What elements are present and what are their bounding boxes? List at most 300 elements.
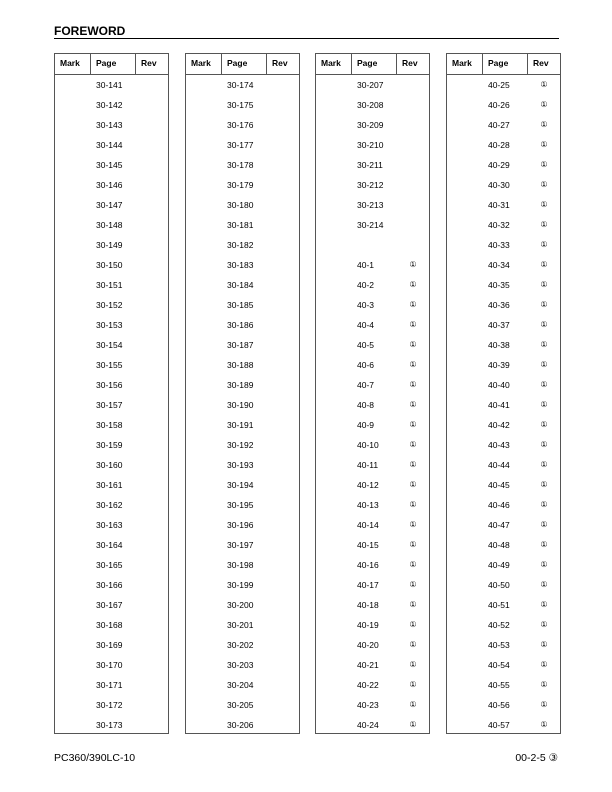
table-row xyxy=(447,195,560,215)
page-cell: 30-160 xyxy=(96,460,123,470)
table-row xyxy=(55,255,168,275)
page-cell: 40-55 xyxy=(488,680,510,690)
table-row xyxy=(186,535,299,555)
table-body xyxy=(316,75,429,735)
rev-cell xyxy=(267,155,299,175)
rev-cell xyxy=(397,75,429,95)
revision-table-4 xyxy=(446,53,561,734)
page-cell: 30-210 xyxy=(357,140,384,150)
page-cell: 40-20 xyxy=(357,640,379,650)
page-cell: 40-10 xyxy=(357,440,379,450)
table-row xyxy=(447,95,560,115)
rev-cell xyxy=(267,515,299,535)
mark-cell xyxy=(447,375,483,395)
rev-cell xyxy=(267,435,299,455)
mark-column-header: Mark xyxy=(316,54,352,74)
page-cell: 40-13 xyxy=(357,500,379,510)
mark-cell xyxy=(55,255,91,275)
mark-cell xyxy=(447,535,483,555)
rev-cell: ① xyxy=(540,340,548,349)
mark-cell xyxy=(186,235,222,255)
table-row xyxy=(316,215,429,235)
table-row xyxy=(447,315,560,335)
rev-cell: ① xyxy=(409,680,417,689)
page-cell: 40-26 xyxy=(488,100,510,110)
rev-cell: ① xyxy=(409,500,417,509)
mark-cell xyxy=(55,575,91,595)
rev-cell xyxy=(136,495,168,515)
rev-cell xyxy=(136,515,168,535)
rev-cell: ① xyxy=(409,460,417,469)
mark-cell xyxy=(447,315,483,335)
rev-cell xyxy=(136,75,168,95)
page-cell: 30-184 xyxy=(227,280,254,290)
mark-column-header: Mark xyxy=(186,54,222,74)
rev-cell: ① xyxy=(409,620,417,629)
mark-cell xyxy=(55,215,91,235)
mark-cell xyxy=(447,295,483,315)
mark-cell xyxy=(186,515,222,535)
rev-cell xyxy=(136,535,168,555)
table-row xyxy=(316,375,429,395)
table-row xyxy=(316,635,429,655)
rev-cell xyxy=(136,455,168,475)
page-cell xyxy=(352,235,397,255)
page-cell: 30-192 xyxy=(227,440,254,450)
mark-cell xyxy=(316,535,352,555)
mark-cell xyxy=(186,535,222,555)
rev-cell: ① xyxy=(540,380,548,389)
table-row xyxy=(447,395,560,415)
rev-cell: ① xyxy=(409,420,417,429)
rev-cell: ① xyxy=(409,720,417,729)
mark-cell xyxy=(55,395,91,415)
page-cell: 30-201 xyxy=(227,620,254,630)
mark-cell xyxy=(447,175,483,195)
mark-cell xyxy=(55,195,91,215)
page-cell: 40-46 xyxy=(488,500,510,510)
table-row xyxy=(316,175,429,195)
page-cell: 30-159 xyxy=(96,440,123,450)
rev-cell xyxy=(136,655,168,675)
mark-cell xyxy=(316,275,352,295)
page-cell: 40-4 xyxy=(357,320,375,330)
rev-cell: ① xyxy=(540,400,548,409)
rev-cell xyxy=(136,695,168,715)
mark-cell xyxy=(316,515,352,535)
table-row xyxy=(316,555,429,575)
page-cell: 30-188 xyxy=(227,360,254,370)
rev-cell xyxy=(136,315,168,335)
mark-cell xyxy=(186,135,222,155)
page-cell: 40-27 xyxy=(488,120,510,130)
mark-cell xyxy=(447,675,483,695)
page-cell: 30-167 xyxy=(96,600,123,610)
page-cell: 40-42 xyxy=(488,420,510,430)
page-cell: 30-202 xyxy=(227,640,254,650)
mark-cell xyxy=(186,315,222,335)
rev-cell: ① xyxy=(540,220,548,229)
rev-cell xyxy=(397,155,429,175)
page-cell: 40-47 xyxy=(488,520,510,530)
rev-cell xyxy=(136,215,168,235)
table-row xyxy=(316,255,429,275)
table-row xyxy=(55,335,168,355)
rev-cell xyxy=(397,115,429,135)
mark-cell xyxy=(447,275,483,295)
rev-cell xyxy=(136,395,168,415)
mark-cell xyxy=(55,515,91,535)
mark-cell xyxy=(447,555,483,575)
page-cell: 30-200 xyxy=(227,600,254,610)
mark-cell xyxy=(55,655,91,675)
table-row xyxy=(186,595,299,615)
mark-cell xyxy=(186,155,222,175)
table-row xyxy=(447,455,560,475)
page-cell: 40-35 xyxy=(488,280,510,290)
table-row xyxy=(186,315,299,335)
mark-column-header: Mark xyxy=(447,54,483,74)
mark-cell xyxy=(316,175,352,195)
mark-cell xyxy=(186,615,222,635)
mark-cell xyxy=(186,275,222,295)
page-cell: 40-48 xyxy=(488,540,510,550)
mark-cell xyxy=(55,115,91,135)
mark-cell xyxy=(447,215,483,235)
page-cell: 30-168 xyxy=(96,620,123,630)
table-row xyxy=(55,275,168,295)
page-cell: 30-213 xyxy=(357,200,384,210)
mark-cell xyxy=(186,115,222,135)
page-cell: 40-33 xyxy=(488,240,510,250)
mark-cell xyxy=(447,115,483,135)
table-row xyxy=(186,115,299,135)
rev-cell: ① xyxy=(409,340,417,349)
mark-cell xyxy=(447,475,483,495)
rev-cell xyxy=(136,235,168,255)
table-row xyxy=(447,155,560,175)
mark-cell xyxy=(55,135,91,155)
table-row xyxy=(316,195,429,215)
page-cell: 40-21 xyxy=(357,660,379,670)
table-row xyxy=(55,655,168,675)
page-title: FOREWORD xyxy=(54,24,126,38)
table-row xyxy=(55,175,168,195)
rev-cell: ① xyxy=(540,260,548,269)
rev-cell: ① xyxy=(540,320,548,329)
rev-cell: ① xyxy=(540,300,548,309)
page-column-header: Page xyxy=(91,54,136,74)
rev-cell xyxy=(136,135,168,155)
mark-cell xyxy=(186,195,222,215)
table-row xyxy=(186,495,299,515)
mark-cell xyxy=(316,335,352,355)
rev-cell xyxy=(136,595,168,615)
table-row xyxy=(316,595,429,615)
mark-cell xyxy=(447,455,483,475)
rev-cell xyxy=(267,375,299,395)
page-cell: 30-214 xyxy=(357,220,384,230)
page-cell: 40-38 xyxy=(488,340,510,350)
mark-cell xyxy=(55,375,91,395)
page-cell: 30-162 xyxy=(96,500,123,510)
table-row xyxy=(186,295,299,315)
mark-cell xyxy=(316,215,352,235)
page-cell: 30-146 xyxy=(96,180,123,190)
table-row xyxy=(447,175,560,195)
mark-cell xyxy=(55,155,91,175)
table-row xyxy=(447,555,560,575)
table-row xyxy=(447,475,560,495)
page-cell: 30-152 xyxy=(96,300,123,310)
page-cell: 30-190 xyxy=(227,400,254,410)
table-row xyxy=(447,295,560,315)
table-row xyxy=(316,315,429,335)
rev-cell: ① xyxy=(409,560,417,569)
mark-cell xyxy=(55,175,91,195)
rev-cell xyxy=(267,415,299,435)
table-row xyxy=(186,695,299,715)
page-cell: 30-205 xyxy=(227,700,254,710)
page-cell: 30-164 xyxy=(96,540,123,550)
rev-cell xyxy=(267,195,299,215)
rev-cell: ① xyxy=(409,660,417,669)
table-row xyxy=(447,715,560,735)
table-row xyxy=(316,715,429,735)
table-row xyxy=(316,435,429,455)
mark-cell xyxy=(316,235,352,255)
mark-cell xyxy=(316,195,352,215)
page-cell: 30-211 xyxy=(357,160,383,170)
rev-cell: ① xyxy=(409,640,417,649)
rev-cell: ① xyxy=(540,280,548,289)
mark-cell xyxy=(186,215,222,235)
table-header xyxy=(186,54,299,75)
rev-cell: ① xyxy=(540,720,548,729)
mark-cell xyxy=(55,275,91,295)
page-cell: 40-1 xyxy=(357,260,375,270)
rev-cell xyxy=(267,695,299,715)
table-row xyxy=(316,235,429,255)
mark-cell xyxy=(316,435,352,455)
page-cell: 40-45 xyxy=(488,480,510,490)
rev-cell xyxy=(136,115,168,135)
rev-cell: ① xyxy=(540,160,548,169)
rev-cell: ① xyxy=(409,440,417,449)
rev-cell xyxy=(267,475,299,495)
rev-cell: ① xyxy=(540,180,548,189)
mark-cell xyxy=(55,235,91,255)
table-row xyxy=(316,495,429,515)
rev-cell xyxy=(397,175,429,195)
page-cell: 40-57 xyxy=(488,720,510,730)
mark-cell xyxy=(447,495,483,515)
rev-cell: ① xyxy=(540,560,548,569)
page-cell: 40-18 xyxy=(357,600,379,610)
rev-cell xyxy=(267,655,299,675)
page-cell: 30-199 xyxy=(227,580,254,590)
mark-cell xyxy=(186,455,222,475)
table-row xyxy=(447,615,560,635)
rev-cell: ① xyxy=(409,600,417,609)
page-cell: 30-179 xyxy=(227,180,254,190)
table-row xyxy=(316,575,429,595)
rev-cell xyxy=(397,135,429,155)
table-row xyxy=(186,375,299,395)
mark-cell xyxy=(55,315,91,335)
rev-cell xyxy=(267,95,299,115)
mark-cell xyxy=(316,455,352,475)
rev-column-header: Rev xyxy=(533,58,549,68)
mark-cell xyxy=(447,655,483,675)
mark-cell xyxy=(316,315,352,335)
table-row xyxy=(316,675,429,695)
page-cell: 30-153 xyxy=(96,320,123,330)
page-cell: 40-28 xyxy=(488,140,510,150)
mark-cell xyxy=(186,375,222,395)
mark-cell xyxy=(447,615,483,635)
rev-cell xyxy=(136,95,168,115)
footer-model: PC360/390LC-10 xyxy=(54,752,136,764)
rev-cell: ① xyxy=(540,420,548,429)
rev-cell xyxy=(136,715,168,735)
page-cell: 40-3 xyxy=(357,300,375,310)
rev-cell xyxy=(136,435,168,455)
table-row xyxy=(316,115,429,135)
mark-cell xyxy=(316,135,352,155)
mark-cell xyxy=(55,455,91,475)
table-row xyxy=(55,235,168,255)
rev-cell: ① xyxy=(409,520,417,529)
mark-cell xyxy=(447,715,483,735)
table-row xyxy=(186,515,299,535)
rev-cell: ① xyxy=(540,100,548,109)
rev-cell: ① xyxy=(540,460,548,469)
page-cell: 40-25 xyxy=(488,80,510,90)
mark-cell xyxy=(316,395,352,415)
rev-cell xyxy=(136,375,168,395)
mark-cell xyxy=(186,75,222,95)
mark-cell xyxy=(55,595,91,615)
table-row xyxy=(55,575,168,595)
page-cell: 30-212 xyxy=(357,180,384,190)
mark-cell xyxy=(186,475,222,495)
table-row xyxy=(447,695,560,715)
table-row xyxy=(186,235,299,255)
page-cell: 30-147 xyxy=(96,200,123,210)
mark-cell xyxy=(186,395,222,415)
page-cell: 30-207 xyxy=(357,80,384,90)
mark-cell xyxy=(186,635,222,655)
rev-cell xyxy=(136,295,168,315)
table-row xyxy=(55,355,168,375)
mark-cell xyxy=(447,595,483,615)
mark-cell xyxy=(316,675,352,695)
rev-cell xyxy=(397,95,429,115)
rev-cell: ① xyxy=(409,320,417,329)
mark-cell xyxy=(186,655,222,675)
mark-cell xyxy=(55,75,91,95)
page-cell: 30-172 xyxy=(96,700,123,710)
page-cell: 40-54 xyxy=(488,660,510,670)
page-cell: 30-206 xyxy=(227,720,254,730)
table-row xyxy=(316,395,429,415)
mark-cell xyxy=(55,295,91,315)
page-cell: 40-16 xyxy=(357,560,379,570)
rev-cell: ① xyxy=(540,240,548,249)
rev-cell xyxy=(267,275,299,295)
page-cell: 30-204 xyxy=(227,680,254,690)
table-header xyxy=(316,54,429,75)
table-row xyxy=(447,515,560,535)
mark-cell xyxy=(316,495,352,515)
rev-cell xyxy=(267,715,299,735)
table-row xyxy=(186,95,299,115)
revision-table-2 xyxy=(185,53,300,734)
rev-cell xyxy=(267,115,299,135)
mark-cell xyxy=(186,335,222,355)
rev-cell xyxy=(136,675,168,695)
table-row xyxy=(447,635,560,655)
page-cell: 30-166 xyxy=(96,580,123,590)
table-row xyxy=(186,255,299,275)
page-cell: 40-44 xyxy=(488,460,510,470)
rev-cell: ① xyxy=(540,500,548,509)
table-row xyxy=(316,275,429,295)
mark-cell xyxy=(55,535,91,555)
table-row xyxy=(447,575,560,595)
table-row xyxy=(447,655,560,675)
page-cell: 40-22 xyxy=(357,680,379,690)
rev-cell xyxy=(267,175,299,195)
table-row xyxy=(447,75,560,95)
mark-cell xyxy=(55,355,91,375)
page-cell: 30-198 xyxy=(227,560,254,570)
rev-cell xyxy=(267,75,299,95)
rev-cell xyxy=(267,315,299,335)
rev-cell xyxy=(267,395,299,415)
page-cell: 30-142 xyxy=(96,100,123,110)
table-row xyxy=(55,435,168,455)
rev-cell xyxy=(397,215,429,235)
page-cell: 30-194 xyxy=(227,480,254,490)
mark-cell xyxy=(316,695,352,715)
mark-cell xyxy=(186,495,222,515)
mark-cell xyxy=(186,575,222,595)
mark-cell xyxy=(447,415,483,435)
rev-cell xyxy=(267,135,299,155)
rev-cell xyxy=(397,195,429,215)
page-cell: 40-23 xyxy=(357,700,379,710)
table-row xyxy=(55,395,168,415)
table-row xyxy=(316,355,429,375)
mark-cell xyxy=(447,395,483,415)
table-row xyxy=(55,535,168,555)
rev-cell xyxy=(267,455,299,475)
page-cell: 40-24 xyxy=(357,720,379,730)
mark-cell xyxy=(316,595,352,615)
table-row xyxy=(447,115,560,135)
rev-cell: ① xyxy=(540,620,548,629)
page-cell: 30-170 xyxy=(96,660,123,670)
rev-cell xyxy=(267,335,299,355)
page-cell: 40-52 xyxy=(488,620,510,630)
page-cell: 40-29 xyxy=(488,160,510,170)
page-cell: 40-36 xyxy=(488,300,510,310)
rev-cell: ① xyxy=(540,580,548,589)
table-row xyxy=(186,175,299,195)
mark-cell xyxy=(447,435,483,455)
